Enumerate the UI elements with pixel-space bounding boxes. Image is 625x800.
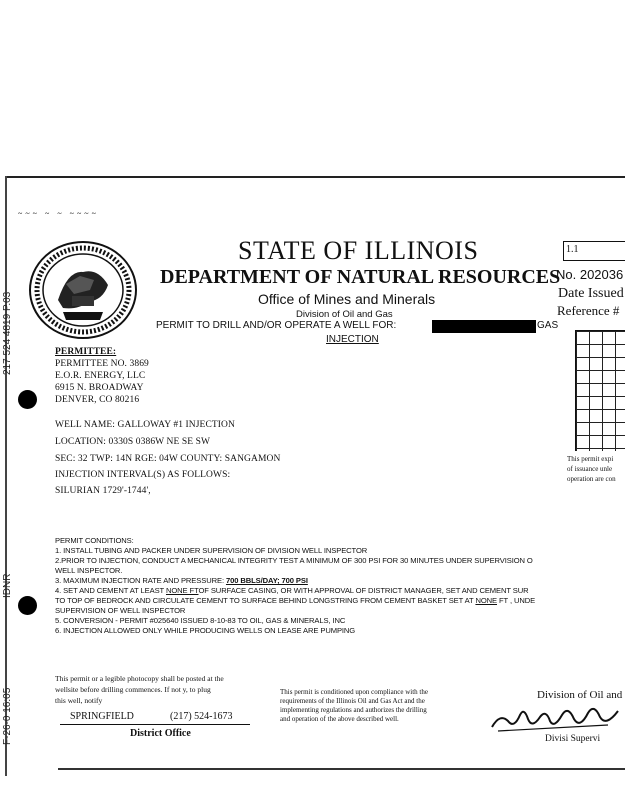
condition-4-value: NONE FT <box>165 586 199 595</box>
permit-box <box>563 241 625 261</box>
well-sec-twp-rge: SEC: 32 TWP: 14N RGE: 04W COUNTY: SANGAMON <box>55 454 281 464</box>
condition-4-rest: OF SURFACE CASING, OR WITH APPROVAL OF DISTRICT MANAGER, SET AND CEMENT SUR <box>198 586 529 595</box>
condition-3-value: 700 BBLS/DAY; 700 PSI <box>225 576 308 585</box>
condition-4b-value: NONE <box>475 596 497 605</box>
permittee-address-2: DENVER, CO 80216 <box>55 395 140 405</box>
left-rule <box>5 176 7 776</box>
state-title: STATE OF ILLINOIS <box>238 236 479 265</box>
condition-4b <box>55 596 535 607</box>
compliance-note-4: and operation of the above described well. <box>280 715 399 723</box>
permit-number: No. 202036 <box>556 267 624 282</box>
permittee-number: PERMITTEE NO. 3869 <box>55 359 149 369</box>
well-location: LOCATION: 0330S 0386W NE SE SW <box>55 437 211 447</box>
permittee-address-1: 6915 N. BROADWAY <box>55 383 144 393</box>
district-rule <box>60 724 250 725</box>
fax-side-top: 217 524 4819 P.03 <box>2 291 13 375</box>
state-seal-icon <box>28 240 138 340</box>
top-rule <box>5 176 625 178</box>
injection-interval-heading: INJECTION INTERVAL(S) AS FOLLOWS: <box>55 470 231 480</box>
date-issued-label: Date Issued <box>558 286 624 301</box>
division-title: Division of Oil and Gas <box>296 309 393 320</box>
division-supervisor-label: Divisi Supervi <box>545 734 601 744</box>
fax-header-text: ~~~ ~ ~ ~~~~ <box>18 209 99 218</box>
injection-label: INJECTION <box>326 334 379 345</box>
punch-hole-bottom <box>18 596 37 615</box>
condition-2b: WELL INSPECTOR. <box>55 566 123 575</box>
district-office-label: District Office <box>130 728 191 739</box>
conditions-heading: PERMIT CONDITIONS: <box>55 536 134 545</box>
permittee-heading: PERMITTEE: <box>55 347 117 357</box>
permit-type-gas: GAS <box>537 320 559 331</box>
district-city: SPRINGFIELD <box>70 711 134 722</box>
punch-hole-top <box>18 390 37 409</box>
office-title: Office of Mines and Minerals <box>258 291 436 307</box>
posting-note-3: this well, notify <box>55 696 103 705</box>
expiry-note-2: of issuance unle <box>567 465 613 473</box>
condition-3 <box>55 576 308 587</box>
compliance-note-2: requirements of the Illinois Oil and Gas Act and the <box>280 697 425 705</box>
well-name: WELL NAME: GALLOWAY #1 INJECTION <box>55 420 235 430</box>
reference-label: Reference # <box>557 303 620 318</box>
condition-4b-text: TO TOP OF BEDROCK AND CIRCULATE CEMENT TO SURFACE BEHIND LONGSTRING FROM CEMENT BASKET SET AT <box>55 596 474 605</box>
expiry-note-1: This permit expi <box>567 455 614 463</box>
condition-2: 2.PRIOR TO INJECTION, CONDUCT A MECHANICAL INTEGRITY TEST A MINIMUM OF 300 PSI FOR 30 MINUTES UNDER SUPERVISION O <box>55 556 533 565</box>
posting-note-1: This permit or a legible photocopy shall be posted at the <box>55 674 224 683</box>
redaction-bar <box>432 320 536 333</box>
compliance-note-3: implementing regulations and authorizes the drilling <box>280 706 427 714</box>
condition-4b-rest: FT , UNDE <box>499 596 536 605</box>
department-title: DEPARTMENT OF NATURAL RESOURCES <box>160 266 561 288</box>
posting-note-2: wellsite before drilling commences. If not y, to plug <box>55 685 211 694</box>
condition-4c: SUPERVISION OF WELL INSPECTOR <box>55 606 186 615</box>
condition-5: 5. CONVERSION - PERMIT #025640 ISSUED 8-10-83 TO OIL, GAS & MINERALS, INC <box>55 616 346 625</box>
location-plat-grid <box>575 330 625 451</box>
expiry-note-3: operation are con <box>567 475 616 483</box>
fax-side-bot: F-26-0 16:05 <box>2 687 13 745</box>
permittee-name: E.O.R. ENERGY, LLC <box>55 371 146 381</box>
permit-box-label: 1.1 <box>566 244 579 255</box>
district-phone: (217) 524-1673 <box>170 711 233 722</box>
signature-icon <box>488 695 625 735</box>
fax-side-mid: IDNR <box>2 573 13 598</box>
division-signature-title: Division of Oil and <box>537 689 623 701</box>
condition-3-label: 3. MAXIMUM INJECTION RATE AND PRESSURE: <box>55 576 224 585</box>
condition-1: 1. INSTALL TUBING AND PACKER UNDER SUPERVISION OF DIVISION WELL INSPECTOR <box>55 546 368 555</box>
injection-interval: SILURIAN 1729'-1744', <box>55 486 151 496</box>
permit-line: PERMIT TO DRILL AND/OR OPERATE A WELL FOR: <box>156 320 397 331</box>
condition-4 <box>55 586 529 597</box>
compliance-note-1: This permit is conditioned upon compliance with the <box>280 688 428 696</box>
condition-6: 6. INJECTION ALLOWED ONLY WHILE PRODUCING WELLS ON LEASE ARE PUMPING <box>55 626 356 635</box>
condition-4-label: 4. SET AND CEMENT AT LEAST <box>55 586 164 595</box>
bottom-rule <box>58 768 625 770</box>
